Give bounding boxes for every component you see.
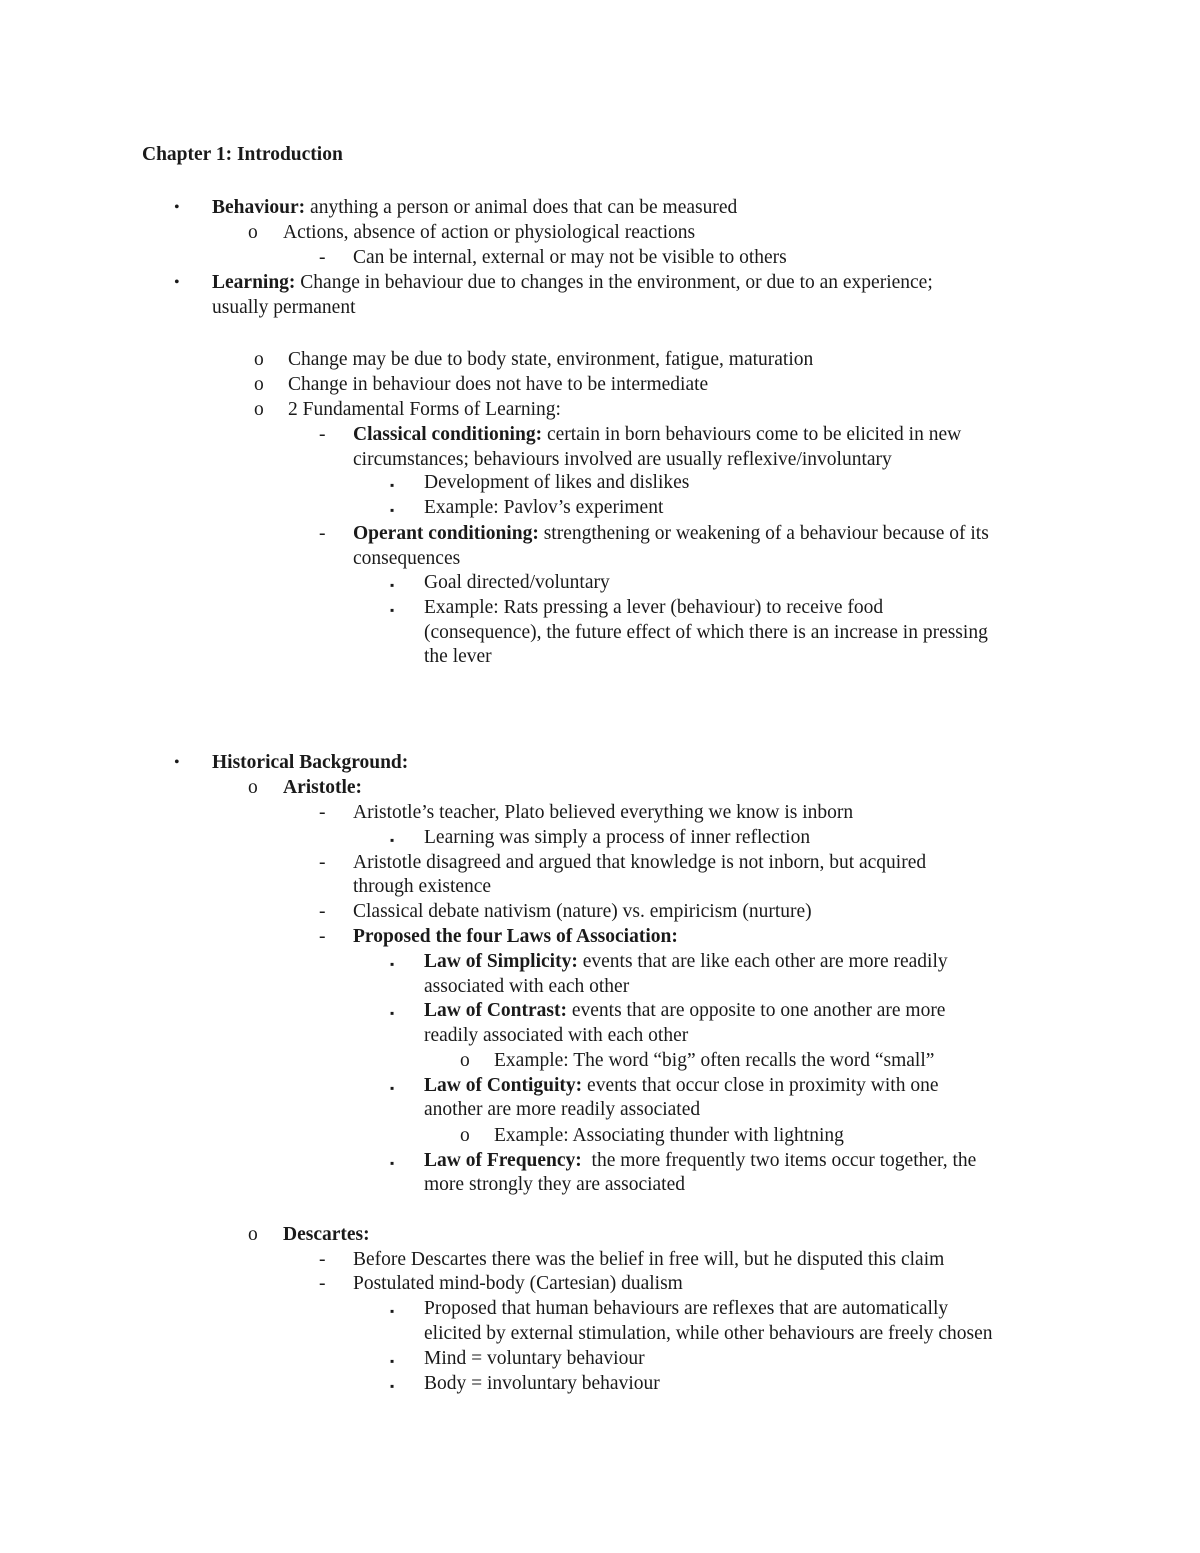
dash-marker: - <box>319 1249 326 1270</box>
square-marker: ▪ <box>390 1006 395 1020</box>
dash-marker: - <box>319 424 326 445</box>
dash-marker: - <box>319 926 326 947</box>
law-of-contiguity: Law of Contiguity: events that occur close in proximity with one <box>424 1075 939 1096</box>
classical-point-2: Example: Pavlov’s experiment <box>424 497 664 518</box>
descartes-point-2-sub-2: Mind = voluntary behaviour <box>424 1348 645 1369</box>
dash-marker: - <box>319 1273 326 1294</box>
classical-conditioning-item: Classical conditioning: certain in born behaviours come to be elicited in new <box>353 424 962 445</box>
aristotle-point-1: Aristotle’s teacher, Plato believed everything we know is inborn <box>353 802 854 823</box>
aristotle-heading: Aristotle: <box>283 777 363 798</box>
behaviour-subsubitem: Can be internal, external or may not be visible to others <box>353 247 787 268</box>
descartes-point-1: Before Descartes there was the belief in free will, but he disputed this claim <box>353 1249 945 1270</box>
law-of-contrast-cont: readily associated with each other <box>424 1025 689 1046</box>
circle-marker: o <box>460 1050 470 1071</box>
square-marker: ▪ <box>390 578 395 592</box>
circle-marker: o <box>248 1224 258 1245</box>
circle-marker: o <box>254 349 264 370</box>
law-of-simplicity-cont: associated with each other <box>424 976 630 997</box>
law-of-contiguity-example: Example: Associating thunder with lightning <box>494 1125 844 1146</box>
dash-marker: - <box>319 901 326 922</box>
aristotle-point-3: Classical debate nativism (nature) vs. empiricism (nurture) <box>353 901 812 922</box>
circle-marker: o <box>254 374 264 395</box>
operant-conditioning-item: Operant conditioning: strengthening or weakening of a behaviour because of its <box>353 523 989 544</box>
descartes-point-2-sub-1-cont: elicited by external stimulation, while other behaviours are freely chosen <box>424 1323 993 1344</box>
behaviour-subitem: Actions, absence of action or physiological reactions <box>283 222 696 243</box>
operant-point-2-cont: (consequence), the future effect of which there is an increase in pressing <box>424 622 988 643</box>
square-marker: ▪ <box>390 503 395 517</box>
aristotle-point-4: Proposed the four Laws of Association: <box>353 926 678 947</box>
operant-conditioning-cont: consequences <box>353 548 461 569</box>
law-of-contiguity-cont: another are more readily associated <box>424 1099 701 1120</box>
circle-marker: o <box>248 222 258 243</box>
dash-marker: - <box>319 802 326 823</box>
operant-point-1: Goal directed/voluntary <box>424 572 610 593</box>
classical-point-1: Development of likes and dislikes <box>424 472 690 493</box>
law-of-contrast: Law of Contrast: events that are opposite to one another are more <box>424 1000 946 1021</box>
circle-marker: o <box>254 399 264 420</box>
square-marker: ▪ <box>390 603 395 617</box>
learning-subitem-2: Change in behaviour does not have to be intermediate <box>288 374 709 395</box>
learning-item-cont: usually permanent <box>212 297 356 318</box>
law-of-contrast-example: Example: The word “big” often recalls the word “small” <box>494 1050 935 1071</box>
aristotle-point-2: Aristotle disagreed and argued that knowledge is not inborn, but acquired <box>353 852 927 873</box>
classical-conditioning-cont: circumstances; behaviours involved are usually reflexive/involuntary <box>353 449 892 470</box>
learning-subitem-1: Change may be due to body state, environment, fatigue, maturation <box>288 349 814 370</box>
circle-marker: o <box>460 1125 470 1146</box>
square-marker: ▪ <box>390 1379 395 1393</box>
learning-item: Learning: Change in behaviour due to changes in the environment, or due to an experience; <box>212 272 933 293</box>
square-marker: ▪ <box>390 1081 395 1095</box>
square-marker: ▪ <box>390 957 395 971</box>
bullet-marker: • <box>174 274 180 291</box>
aristotle-point-2-cont: through existence <box>353 876 492 897</box>
descartes-point-2: Postulated mind-body (Cartesian) dualism <box>353 1273 683 1294</box>
dash-marker: - <box>319 852 326 873</box>
bullet-marker: • <box>174 199 180 216</box>
square-marker: ▪ <box>390 478 395 492</box>
historical-background-heading: Historical Background: <box>212 752 409 773</box>
dash-marker: - <box>319 523 326 544</box>
square-marker: ▪ <box>390 1304 395 1318</box>
learning-subitem-3: 2 Fundamental Forms of Learning: <box>288 399 561 420</box>
law-of-frequency: Law of Frequency: the more frequently two items occur together, the <box>424 1150 977 1171</box>
law-of-frequency-cont: more strongly they are associated <box>424 1174 685 1195</box>
aristotle-point-1-sub: Learning was simply a process of inner reflection <box>424 827 811 848</box>
circle-marker: o <box>248 777 258 798</box>
page-title: Chapter 1: Introduction <box>142 144 343 165</box>
operant-point-2-cont: the lever <box>424 646 492 667</box>
bullet-marker: • <box>174 754 180 771</box>
descartes-point-2-sub-3: Body = involuntary behaviour <box>424 1373 660 1394</box>
descartes-point-2-sub-1: Proposed that human behaviours are reflexes that are automatically <box>424 1298 949 1319</box>
square-marker: ▪ <box>390 833 395 847</box>
square-marker: ▪ <box>390 1156 395 1170</box>
descartes-heading: Descartes: <box>283 1224 370 1245</box>
behaviour-item: Behaviour: anything a person or animal does that can be measured <box>212 197 738 218</box>
dash-marker: - <box>319 247 326 268</box>
operant-point-2: Example: Rats pressing a lever (behaviour) to receive food <box>424 597 884 618</box>
square-marker: ▪ <box>390 1354 395 1368</box>
law-of-simplicity: Law of Simplicity: events that are like each other are more readily <box>424 951 948 972</box>
